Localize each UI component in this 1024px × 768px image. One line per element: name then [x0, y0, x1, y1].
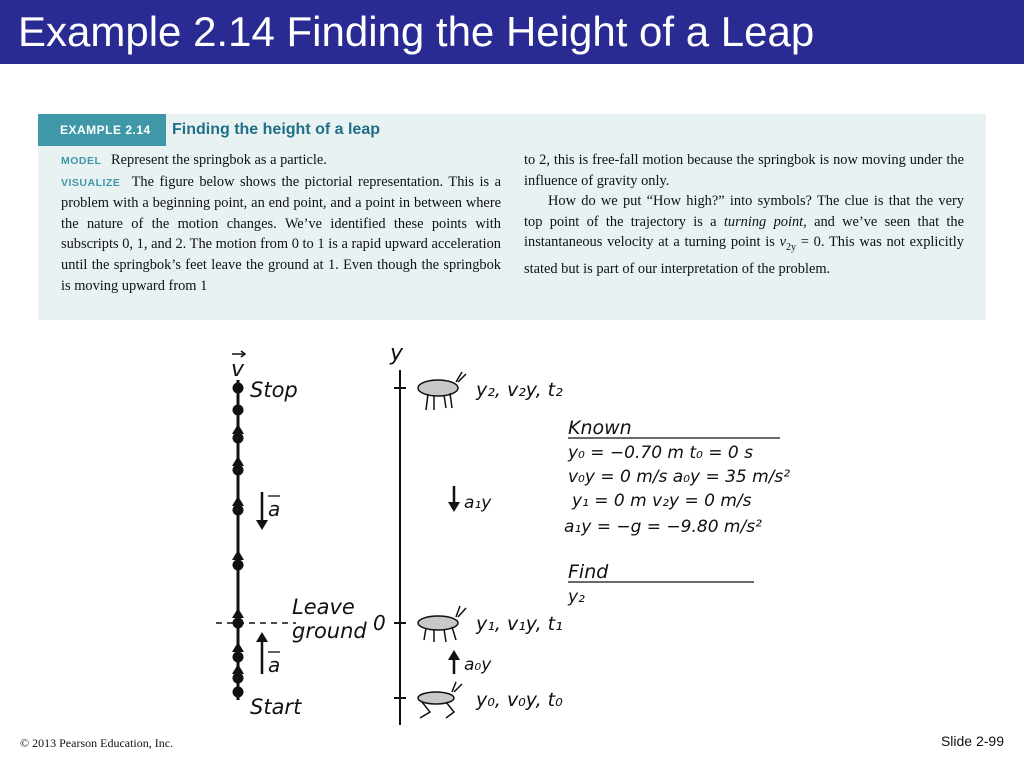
arrow-up-icon	[232, 424, 244, 434]
example-label: EXAMPLE 2.14	[38, 114, 166, 146]
slide-title-bar	[0, 0, 1024, 64]
motion-dot	[233, 433, 244, 444]
velocity-label: v	[231, 357, 245, 382]
motion-dot	[233, 465, 244, 476]
visualize-paragraph	[61, 172, 501, 297]
ground-label: ground	[292, 619, 367, 643]
turning-point-term: turning point	[723, 213, 804, 230]
known-line-4: a₁y = −g = −9.80 m/s²	[564, 517, 762, 537]
arrow-up-icon	[232, 550, 244, 560]
position-1-label: y₁, v₁y, t₁	[476, 613, 563, 635]
zero-label: 0	[373, 611, 386, 635]
model-paragraph	[61, 150, 501, 172]
motion-dot	[233, 383, 244, 394]
visualize-keyword: VISUALIZE	[61, 176, 121, 189]
arrow-up-icon	[448, 650, 460, 660]
example-right-column	[524, 150, 964, 279]
example-header	[38, 114, 986, 148]
right-paragraph-1: to 2, this is free-fall motion because the springbok is now moving under the influence of gravity only.	[524, 152, 964, 189]
motion-dot	[233, 687, 244, 698]
arrow-up-icon	[232, 664, 244, 674]
example-title: Finding the height of a leap	[172, 121, 380, 138]
motion-dot	[233, 673, 244, 684]
stop-label: Stop	[250, 378, 298, 402]
position-2-label: y₂, v₂y, t₂	[476, 379, 563, 401]
a0y-label: a₀y	[464, 655, 492, 675]
arrow-down-icon	[256, 520, 268, 530]
slide-title: Example 2.14 Finding the Height of a Leap	[18, 8, 815, 55]
acceleration-label-top: a	[268, 497, 281, 521]
springbok-top-icon	[418, 372, 466, 410]
copyright-footer: © 2013 Pearson Education, Inc.	[20, 736, 174, 750]
right-paragraph-2	[524, 191, 964, 279]
known-line-2: v₀y = 0 m/s a₀y = 35 m/s²	[568, 467, 791, 487]
right-paragraph-2-part-c: = 0. This was not explicitly stated but is part of our interpretation of the problem.	[524, 234, 964, 277]
right-paragraph-2-part-a: How do we put “How high?” into symbols? The clue is that the very top point of the trajectory is a	[524, 193, 964, 230]
arrow-up-icon	[232, 608, 244, 618]
springbok-bottom-icon	[418, 682, 462, 718]
leave-label: Leave	[292, 595, 355, 619]
y-axis-label: y	[390, 341, 404, 366]
start-label: Start	[250, 695, 302, 719]
right-paragraph-2-part-b: , and we’ve seen that the instantaneous velocity at a turning point is	[524, 213, 964, 251]
arrow-up-icon	[232, 496, 244, 506]
visualize-text: The figure below shows the pictorial representation. This is a problem with a beginning point, an end point, and a point in between where the nature of the motion changes. We’ve identified these points with subscripts 0, 1, and 2. The motion from 0 to 1 is a rapid upward acceleration until the springbok’s feet leave the ground at 1. Even though the springbok is moving upward from 1	[61, 173, 501, 294]
find-line-1: y₂	[568, 587, 585, 607]
position-0-label: y₀, v₀y, t₀	[476, 689, 563, 711]
slide-number: Slide 2-99	[940, 733, 1004, 749]
find-heading: Find	[568, 561, 609, 583]
known-line-3: y₁ = 0 m v₂y = 0 m/s	[572, 491, 752, 511]
motion-dot	[233, 652, 244, 663]
known-line-1: y₀ = −0.70 m t₀ = 0 s	[568, 443, 753, 463]
known-heading: Known	[568, 417, 632, 439]
motion-dot	[233, 405, 244, 416]
motion-diagram	[216, 351, 367, 719]
arrow-up-icon	[256, 632, 268, 642]
velocity-symbol: v	[779, 234, 786, 251]
example-left-column	[61, 150, 501, 296]
springbok-middle-icon	[418, 606, 466, 642]
position-axis	[373, 341, 563, 725]
acceleration-label-bottom: a	[268, 653, 281, 677]
model-text: Represent the springbok as a particle.	[111, 152, 327, 168]
motion-dot	[233, 560, 244, 571]
arrow-down-icon	[448, 502, 460, 512]
arrow-up-icon	[232, 456, 244, 466]
pictorial-representation-figure	[200, 330, 840, 728]
velocity-subscript: 2y	[786, 242, 796, 254]
motion-dot	[233, 505, 244, 516]
known-find-panel	[564, 417, 790, 607]
model-keyword: MODEL	[61, 155, 102, 167]
a1y-label: a₁y	[464, 493, 492, 513]
arrow-up-icon	[232, 642, 244, 652]
